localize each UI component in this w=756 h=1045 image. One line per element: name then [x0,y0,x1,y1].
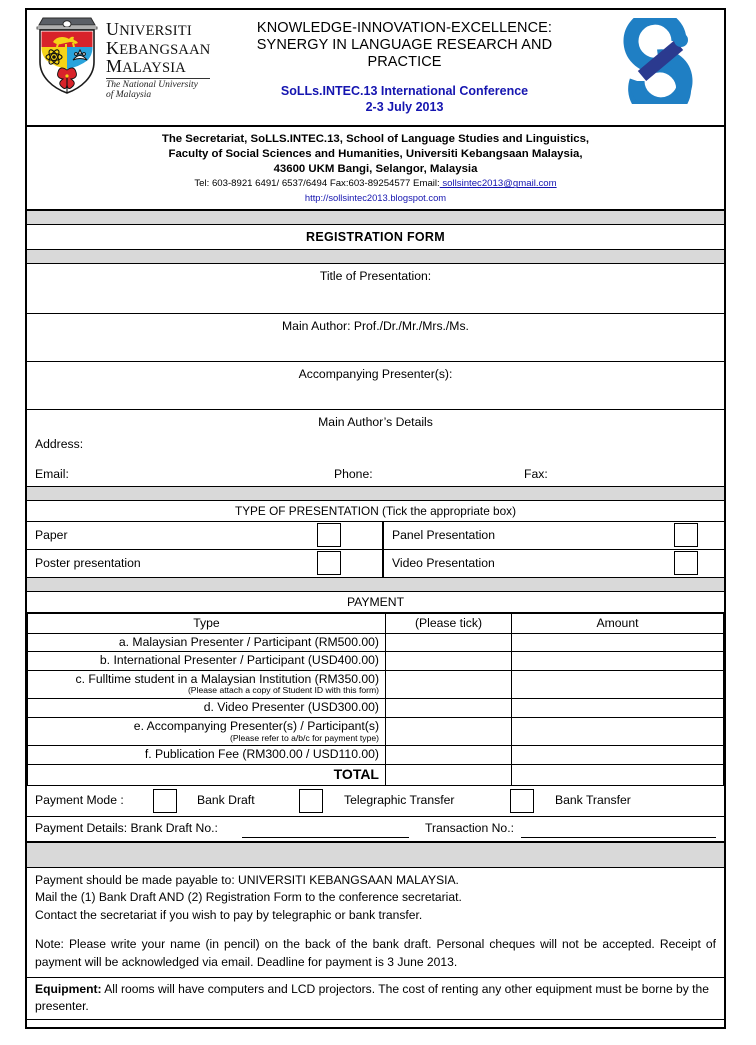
separator-bar [27,250,724,264]
payment-mode-telegraphic-checkbox[interactable] [299,789,323,813]
instruction-note: Note: Please write your name (in pencil) on the back of the bank draft. Personal cheques will not be accepted. Receipt of payment will be acknowledged via email. Deadline for payment is 3 June 2013. [35,937,716,969]
university-branding [27,10,217,101]
payment-tick-b[interactable] [386,652,512,671]
payment-heading: PAYMENT [27,592,724,613]
payment-details-label: Payment Details: Brank Draft No.: [35,820,218,835]
payment-type-b-text: b. International Presenter / Participant (USD400.00) [99,653,379,668]
payment-amount-d[interactable] [512,699,724,718]
payment-col-amount: Amount [512,613,724,633]
presentation-option-paper-label: Paper [35,528,68,543]
equipment-text: All rooms will have computers and LCD projectors. The cost of renting any other equipment must be borne by the presenter. [35,981,709,1013]
payment-table [27,613,724,786]
payment-type-f [28,746,386,765]
payment-type-d [28,699,386,718]
payment-instructions [27,868,724,978]
payment-type-b [28,652,386,671]
payment-type-a [28,633,386,652]
separator-bar [27,211,724,225]
form-sheet [25,8,726,1029]
payment-amount-a[interactable] [512,633,724,652]
presentation-option-paper[interactable] [27,522,384,549]
secretariat-contact [31,178,720,191]
payment-type-c-text: c. Fulltime student in a Malaysian Institution (RM350.00) [75,671,379,686]
payment-amount-f[interactable] [512,746,724,765]
payment-total-label: TOTAL [28,764,386,785]
secretariat-line-2: Faculty of Social Sciences and Humanities, Universiti Kebangsaan Malaysia, [168,148,583,161]
ukm-coat-of-arms-icon [33,14,101,98]
address-label[interactable]: Address: [35,436,84,451]
payment-type-f-text: f. Publication Fee (RM300.00 / USD110.00) [144,747,379,762]
title-of-presentation-label: Title of Presentation: [319,268,432,283]
secretariat-line-1: The Secretariat, SoLLS.INTEC.13, School of Language Studies and Linguistics, [161,133,590,145]
payment-mode-bank-transfer-label: Bank Transfer [555,792,631,807]
payment-mode-bank-draft-label: Bank Draft [197,792,255,807]
presentation-type-heading: TYPE OF PRESENTATION (Tick the appropriate box) [27,501,724,522]
university-tagline-2: of Malaysia [106,90,152,101]
table-row [28,746,724,765]
fax-label[interactable]: Fax: [524,466,548,481]
equipment-note [27,978,724,1020]
table-row [28,699,724,718]
payment-type-e [28,717,386,745]
university-line-2: KEBANGSAAN [106,37,211,58]
payment-tick-f[interactable] [386,746,512,765]
payment-amount-c[interactable] [512,670,724,698]
university-name [106,14,210,101]
payment-tick-e[interactable] [386,717,512,745]
payment-amount-e[interactable] [512,717,724,745]
author-details-block [27,410,724,487]
email-label[interactable]: Email: [35,466,69,481]
conference-title-block [217,10,592,116]
separator-bar [27,487,724,501]
table-row [28,633,724,652]
presentation-type-row [27,522,724,550]
university-tagline-1: The National University [106,79,198,90]
conference-name: SoLLs.INTEC.13 International Conference [280,84,529,99]
secretariat-contact-text: Tel: 603-8921 6491/ 6537/6494 Fax:603-89254577 Email: [194,178,440,190]
table-row-total [28,764,724,785]
field-title-of-presentation[interactable] [27,264,724,314]
payment-mode-label: Payment Mode : [35,792,124,807]
presentation-option-panel[interactable] [384,522,724,549]
instruction-line-1: Payment should be made payable to: UNIVERSITI KEBANGSAAN MALAYSIA. [35,872,459,887]
separator-bar [27,843,724,868]
bank-draft-number-input[interactable] [242,837,409,838]
payment-mode-bank-transfer-checkbox[interactable] [510,789,534,813]
table-row [28,652,724,671]
payment-type-a-text: a. Malaysian Presenter / Participant (RM500.00) [118,634,379,649]
field-main-author[interactable] [27,314,724,362]
presentation-option-video-label: Video Presentation [392,556,495,571]
equipment-label: Equipment: [35,981,102,996]
author-details-heading: Main Author’s Details [318,414,433,429]
payment-tick-c[interactable] [386,670,512,698]
secretariat-block [27,127,724,211]
presentation-option-video-checkbox[interactable] [674,551,698,575]
secretariat-url-link[interactable]: http://sollsintec2013.blogspot.com [304,192,447,204]
field-accompanying-presenters[interactable] [27,362,724,410]
presentation-option-video[interactable] [384,550,724,577]
university-line-3: MALAYSIA [106,56,186,76]
secretariat-email-link[interactable]: sollsintec2013@gmail.com [439,178,557,190]
payment-col-type: Type [28,613,386,633]
table-row [28,670,724,698]
presentation-type-row [27,550,724,578]
conference-title-line-1: KNOWLEDGE-INNOVATION-EXCELLENCE: [256,20,553,36]
form-header [27,10,724,127]
presentation-option-poster[interactable] [27,550,384,577]
separator-bar [27,578,724,592]
conference-title-line-3: PRACTICE [367,54,442,71]
phone-label[interactable]: Phone: [334,466,373,481]
name-divider [106,78,210,79]
payment-type-c [28,670,386,698]
transaction-number-label: Transaction No.: [425,820,514,835]
payment-tick-d[interactable] [386,699,512,718]
presentation-option-poster-checkbox[interactable] [317,551,341,575]
conference-dates: 2-3 July 2013 [365,99,444,114]
table-row [28,717,724,745]
page-title: REGISTRATION FORM [27,225,724,250]
payment-amount-b[interactable] [512,652,724,671]
payment-total-amount[interactable] [512,764,724,785]
secretariat-line-3: 43600 UKM Bangi, Selangor, Malaysia [273,163,478,176]
payment-details-row [27,817,724,843]
instruction-line-3: Contact the secretariat if you wish to pay by telegraphic or bank transfer. [35,907,423,922]
payment-col-tick: (Please tick) [386,613,512,633]
payment-type-e-text: e. Accompanying Presenter(s) / Participant(s) [133,718,379,733]
payment-type-e-note: (Please refer to a/b/c for payment type) [229,732,379,743]
presentation-option-paper-checkbox[interactable] [317,523,341,547]
accompanying-presenters-label: Accompanying Presenter(s): [298,366,453,381]
payment-type-c-note: (Please attach a copy of Student ID with this form) [187,685,379,696]
payment-type-d-text: d. Video Presenter (USD300.00) [203,700,379,715]
payment-tick-a[interactable] [386,633,512,652]
payment-table-header-row [28,613,724,633]
presentation-option-panel-label: Panel Presentation [392,528,495,543]
presentation-option-poster-label: Poster presentation [35,556,141,571]
payment-total-tick[interactable] [386,764,512,785]
transaction-number-input[interactable] [521,837,716,838]
payment-mode-row [27,786,724,817]
presentation-option-panel-checkbox[interactable] [674,523,698,547]
instruction-line-2: Mail the (1) Bank Draft AND (2) Registration Form to the conference secretariat. [35,890,462,905]
payment-mode-telegraphic-label: Telegraphic Transfer [344,792,455,807]
sollsintec-s-logo-icon [617,18,699,104]
main-author-label: Main Author: Prof./Dr./Mr./Mrs./Ms. [282,318,469,333]
conference-title-line-2: SYNERGY IN LANGUAGE RESEARCH AND [256,37,553,54]
conference-logo [592,10,724,104]
payment-mode-bank-draft-checkbox[interactable] [153,789,177,813]
university-line-1: UNIVERSITI [106,19,192,39]
